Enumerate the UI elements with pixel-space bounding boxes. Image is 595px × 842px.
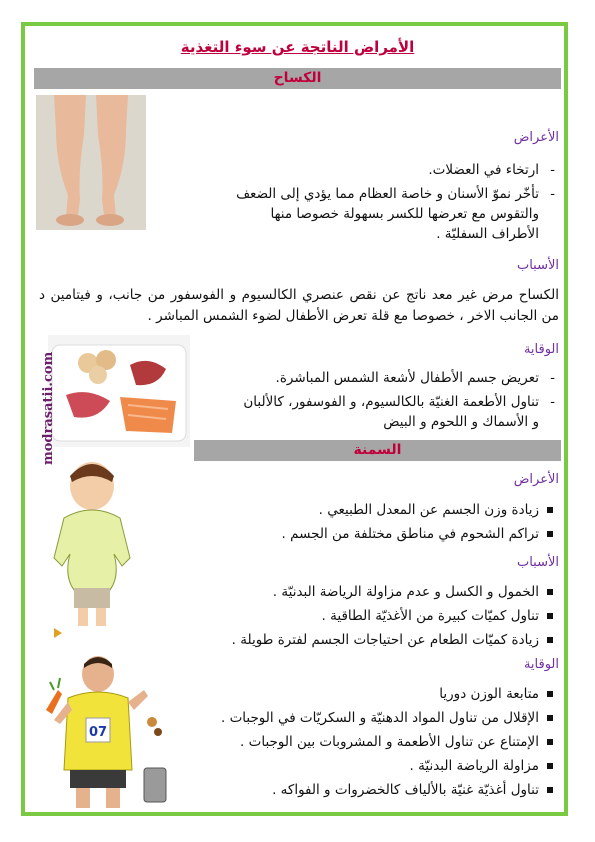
rickets-prevention-heading: الوقاية <box>523 342 559 357</box>
list-item: الإمتناع عن تناول الأطعمة و المشروبات بين الوجبات . <box>199 732 559 752</box>
section-bar-obesity: السمنة <box>194 440 561 461</box>
rickets-symptoms-list <box>229 160 559 248</box>
rickets-symptoms-heading: الأعراض <box>513 130 559 145</box>
overweight-boy-image <box>50 458 136 638</box>
list-item: تناول كميّات كبيرة من الأغذيّة الطاقية . <box>219 606 559 626</box>
list-item: الإقلال من تناول المواد الدهنيّة و السكريّات في الوجبات . <box>199 708 559 728</box>
list-item: - تناول الأطعمة الغنيّة بالكالسيوم، و الفوسفور، كالألبان و الأسماك و اللحوم و البيض <box>239 392 559 432</box>
svg-text:07: 07 <box>88 725 108 740</box>
svg-text:modrasatii.com: modrasatii.com <box>41 351 56 465</box>
list-item: - ارتخاء في العضلات. <box>229 160 559 180</box>
list-item: مزاولة الرياضة البدنيّة . <box>199 756 559 776</box>
rickets-legs-image <box>36 95 146 230</box>
obesity-symptoms-heading: الأعراض <box>513 472 559 487</box>
obesity-causes-heading: الأسباب <box>516 555 559 570</box>
obesity-prevention-heading: الوقاية <box>523 657 559 672</box>
list-item: زيادة وزن الجسم عن المعدل الطبيعي . <box>259 500 559 520</box>
overweight-runner-image <box>40 650 170 810</box>
watermark <box>26 325 66 465</box>
rickets-causes-heading: الأسباب <box>516 258 559 273</box>
list-item: - تعريض جسم الأطفال لأشعة الشمس المباشرة. <box>239 368 559 388</box>
list-item: تراكم الشحوم في مناطق مختلفة من الجسم . <box>259 524 559 544</box>
rickets-causes-text: الكساح مرض غير معد ناتج عن نقص عنصري الكالسيوم و الفوسفور من جانب، و فيتامين د من الجانب الاخر ، خصوصا مع قلة تعرض الأطفال لضوء الشمس المباشر . <box>39 287 559 324</box>
list-item: تناول أغذيّة غنيّة بالألياف كالخضروات و الفواكه . <box>199 780 559 800</box>
list-item: الخمول و الكسل و عدم مزاولة الرياضة البدنيّة . <box>219 582 559 602</box>
obesity-symptoms-list <box>259 500 559 548</box>
obesity-prevention-list <box>199 684 559 804</box>
rickets-prevention-list <box>239 368 559 436</box>
list-item: متابعة الوزن دوريا <box>199 684 559 704</box>
calcium-foods-image <box>48 335 190 447</box>
obesity-causes-list <box>219 582 559 654</box>
list-item: - تأخّر نموّ الأسنان و خاصة العظام مما يؤدي إلى الضعف والتقوس مع تعرضها للكسر بسهولة خصوصا منها الأطراف السفليّة . <box>229 184 559 244</box>
section-bar-rickets: الكساح <box>34 68 561 89</box>
page-title: الأمراض الناتجة عن سوء التغذية <box>180 38 415 56</box>
list-item: زيادة كميّات الطعام عن احتياجات الجسم لفترة طويلة . <box>219 630 559 650</box>
